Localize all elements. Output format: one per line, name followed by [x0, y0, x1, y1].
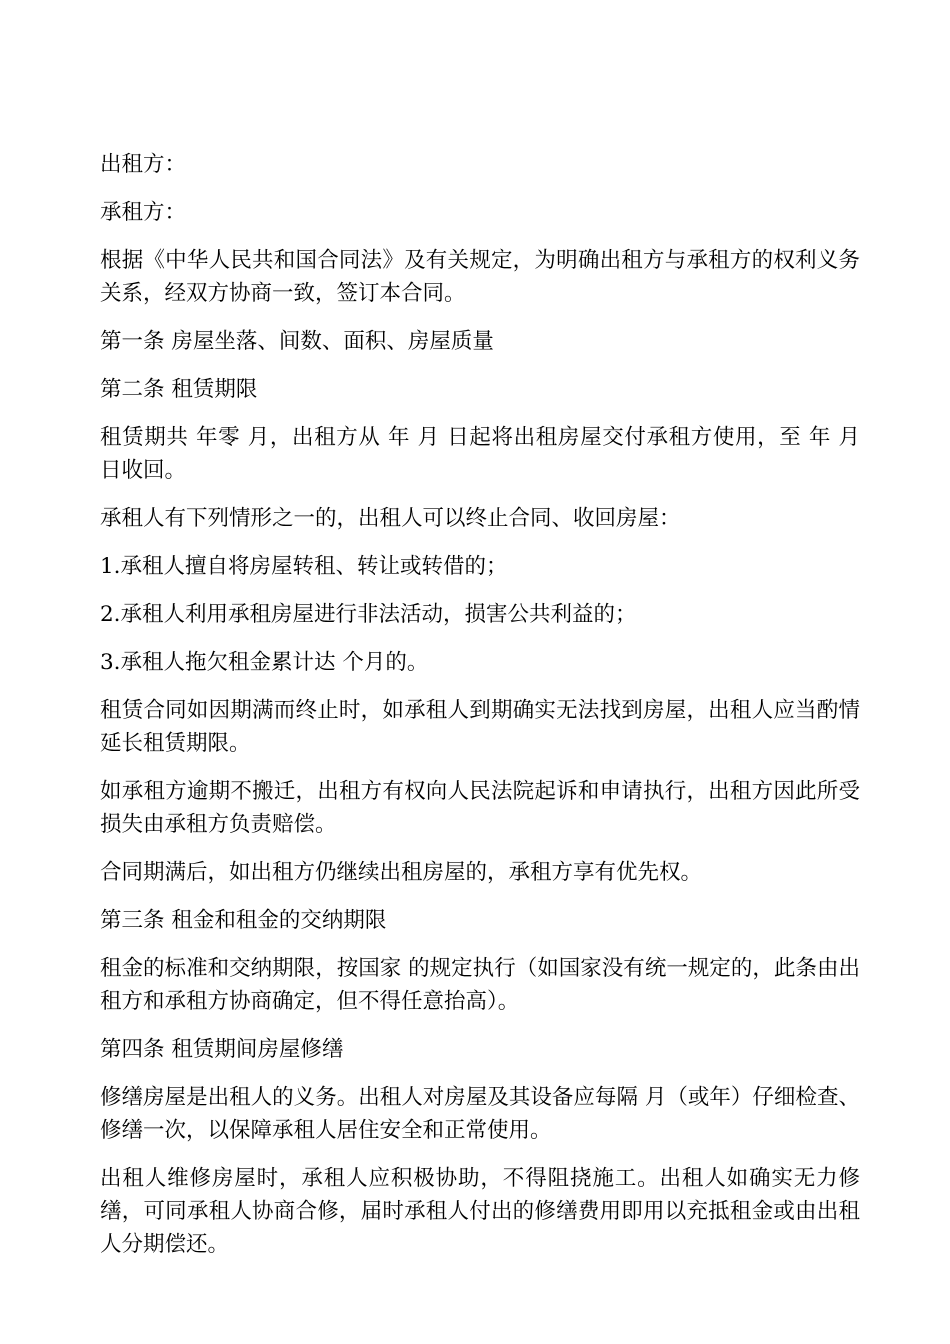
lessee-line: 承租方： — [100, 200, 187, 225]
preamble-paragraph: 根据《中华人民共和国合同法》及有关规定，为明确出租方与承租方的权利义务关系，经双方协商一致，签订本合同。 — [100, 248, 860, 306]
termination-item-1: 1.承租人擅自将房屋转租、转让或转借的； — [100, 554, 508, 579]
lessor-line: 出租方： — [100, 152, 187, 177]
repair-duty-paragraph: 修缮房屋是出租人的义务。出租人对房屋及其设备应每隔 月（或年）仔细检查、修缮一次，以保障承租人居住安全和正常使用。 — [100, 1085, 860, 1143]
priority-right-paragraph: 合同期满后，如出租方仍继续出租房屋的，承租方享有优先权。 — [100, 860, 703, 885]
termination-item-2: 2.承租人利用承租房屋进行非法活动，损害公共利益的； — [100, 602, 637, 627]
rent-standard-paragraph: 租金的标准和交纳期限，按国家 的规定执行（如国家没有统一规定的，此条由出租方和承租方协商确定，但不得任意抬高）。 — [100, 956, 860, 1014]
termination-intro-paragraph: 承租人有下列情形之一的，出租人可以终止合同、收回房屋： — [100, 506, 681, 531]
expiry-extension-paragraph: 租赁合同如因期满而终止时，如承租人到期确实无法找到房屋，出租人应当酌情延长租赁期限。 — [100, 698, 860, 756]
lease-term-paragraph: 租赁期共 年零 月，出租方从 年 月 日起将出租房屋交付承租方使用，至 年 月 日收回。 — [100, 425, 867, 483]
document-body — [100, 148, 867, 1276]
overdue-relocation-paragraph: 如承租方逾期不搬迁，出租方有权向人民法院起诉和申请执行，出租方因此所受损失由承租方负责赔偿。 — [100, 779, 860, 837]
termination-item-3: 3.承租人拖欠租金累计达 个月的。 — [100, 650, 429, 675]
article-4-heading: 第四条 租赁期间房屋修缮 — [100, 1037, 344, 1062]
repair-cooperation-paragraph: 出租人维修房屋时，承租人应积极协助，不得阻挠施工。出租人如确实无力修缮，可同承租人协商合修，届时承租人付出的修缮费用即用以充抵租金或由出租人分期偿还。 — [100, 1166, 860, 1257]
article-2-heading: 第二条 租赁期限 — [100, 377, 258, 402]
article-1-heading: 第一条 房屋坐落、间数、面积、房屋质量 — [100, 329, 494, 354]
article-3-heading: 第三条 租金和租金的交纳期限 — [100, 908, 387, 933]
